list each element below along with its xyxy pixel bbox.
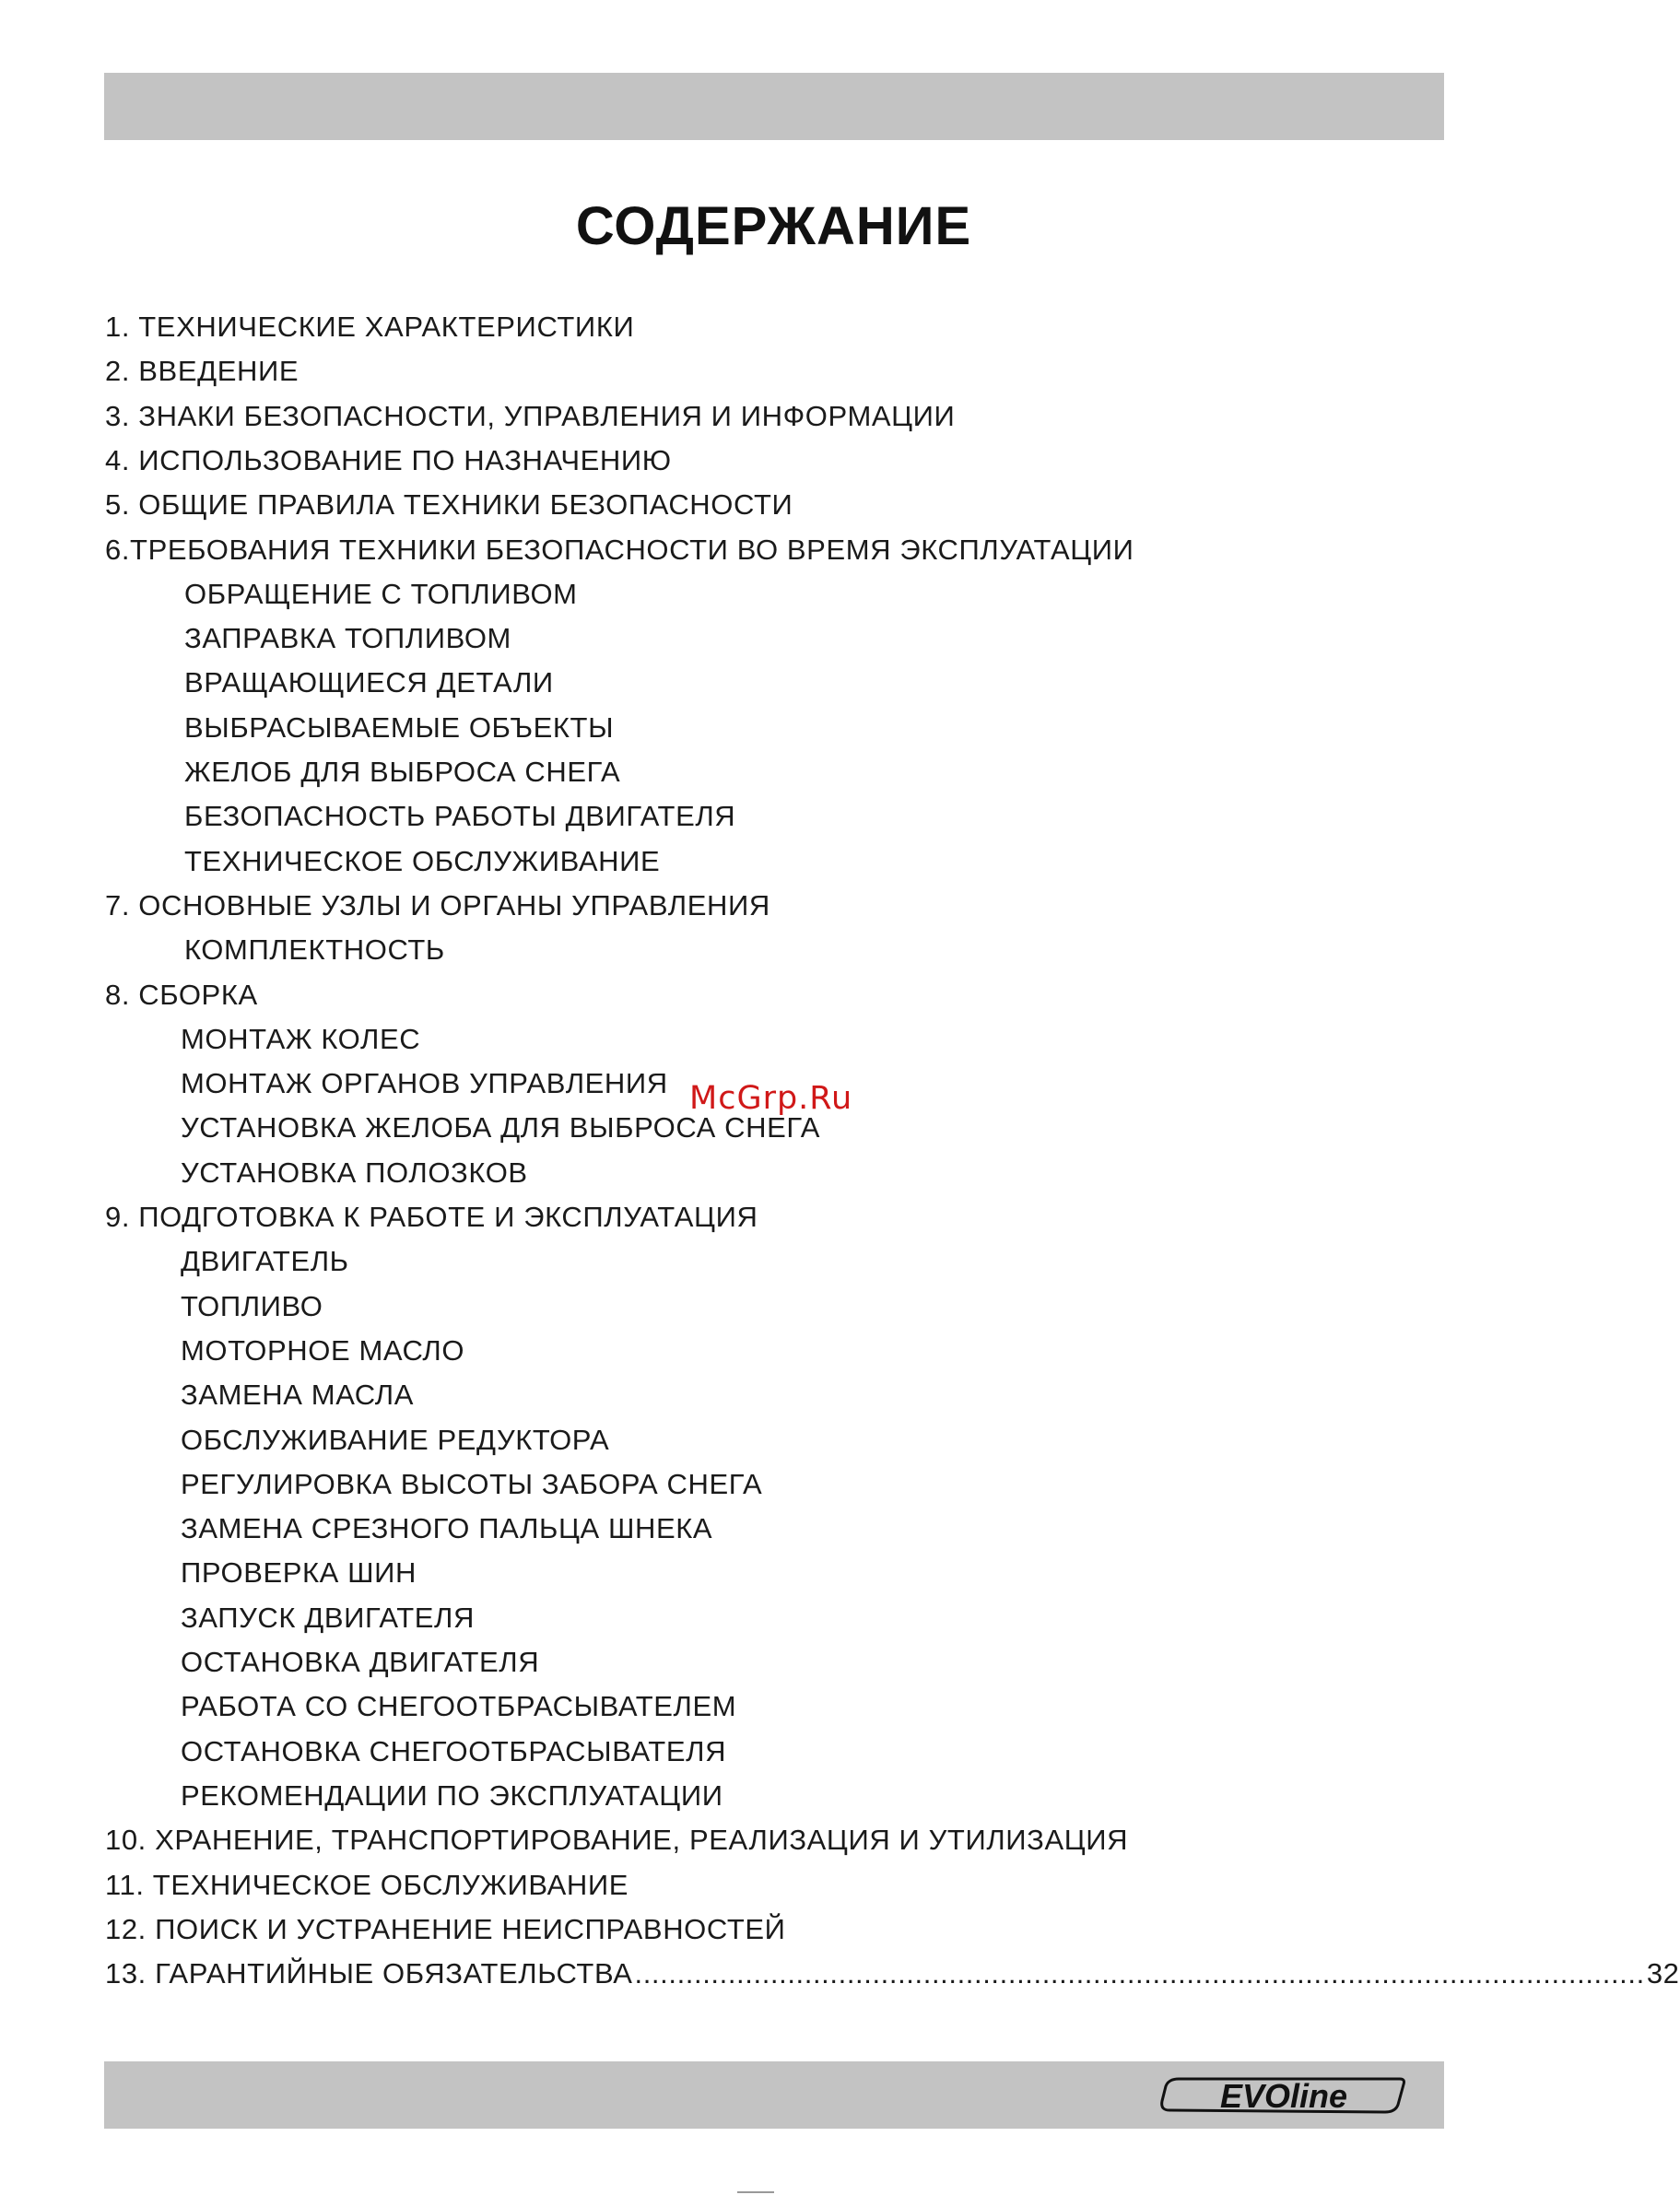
toc-entry [181,1733,726,1770]
toc-entry [105,309,634,346]
toc-entry-label: БЕЗОПАСНОСТЬ РАБОТЫ ДВИГАТЕЛЯ [184,800,736,833]
page-title: СОДЕРЖАНИЕ [575,196,972,256]
toc-entry-label: ПРОВЕРКА ШИН [181,1556,417,1590]
toc-entry [181,1155,528,1191]
toc-entry-label: ЗАПУСК ДВИГАТЕЛЯ [181,1601,475,1634]
toc-entry-label: ОСТАНОВКА СНЕГООТБРАСЫВАТЕЛЯ [181,1734,727,1767]
toc-entry [184,620,511,657]
toc-entry [181,1065,668,1102]
toc-entry [181,1377,414,1414]
toc-entry [105,442,672,479]
toc-entry-label: МОНТАЖ КОЛЕС [181,1022,421,1055]
toc-entry [181,1332,464,1369]
toc-entry [105,353,299,390]
toc-entry-label: ТОПЛИВО [181,1289,323,1322]
toc-entry-label: 4. ИСПОЛЬЗОВАНИЕ ПО НАЗНАЧЕНИЮ [105,443,672,476]
toc-entry [181,1555,417,1591]
evoline-logo [1158,2073,1407,2118]
toc-entry [105,1911,786,1948]
toc-entry-label: УСТАНОВКА ПОЛОЗКОВ [181,1156,528,1189]
toc-entry [181,1288,323,1325]
toc-entry-label: ОБСЛУЖИВАНИЕ РЕДУКТОРА [181,1423,610,1456]
table-of-contents [0,309,1680,1995]
toc-entry [105,887,770,924]
toc-entry-label: 6.ТРЕБОВАНИЯ ТЕХНИКИ БЕЗОПАСНОСТИ ВО ВРЕМЯ ЭКСПЛУАТАЦИИ [105,533,1134,566]
toc-entry-label: ДВИГАТЕЛЬ [181,1245,349,1278]
toc-entry-label: ВЫБРАСЫВАЕМЫЕ ОБЪЕКТЫ [184,710,615,744]
toc-entry [184,798,735,835]
svg-text:EVOline: EVOline [1219,2077,1348,2115]
toc-entry [184,664,554,701]
toc-entry-label: ТЕХНИЧЕСКОЕ ОБСЛУЖИВАНИЕ [184,844,661,877]
toc-entry-label: ОБРАЩЕНИЕ С ТОПЛИВОМ [184,577,578,610]
toc-entry-label: 11. ТЕХНИЧЕСКОЕ ОБСЛУЖИВАНИЕ [105,1868,629,1901]
toc-entry-label: 5. ОБЩИЕ ПРАВИЛА ТЕХНИКИ БЕЗОПАСНОСТИ [105,488,793,522]
toc-entry-label: 1. ТЕХНИЧЕСКИЕ ХАРАКТЕРИСТИКИ [105,311,635,343]
toc-entry-label: МОНТАЖ ОРГАНОВ УПРАВЛЕНИЯ [181,1067,668,1100]
toc-entry-label: 2. ВВЕДЕНИЕ [105,355,300,388]
toc-entry-label: 13. ГАРАНТИЙНЫЕ ОБЯЗАТЕЛЬСТВА [105,1957,633,1990]
header-band [104,73,1444,140]
toc-entry [181,1243,349,1280]
toc-entry-label: ВРАЩАЮЩИЕСЯ ДЕТАЛИ [184,666,554,699]
toc-entry-label: УСТАНОВКА ЖЕЛОБА ДЛЯ ВЫБРОСА СНЕГА [181,1111,821,1144]
toc-entry-label: ЗАМЕНА МАСЛА [181,1379,414,1412]
toc-entry [181,1778,723,1814]
toc-entry-label: РЕГУЛИРОВКА ВЫСОТЫ ЗАБОРА СНЕГА [181,1467,763,1500]
toc-entry [181,1422,609,1459]
toc-entry-label: 12. ПОИСК И УСТРАНЕНИЕ НЕИСПРАВНОСТЕЙ [105,1912,786,1945]
toc-entry [105,1199,758,1236]
toc-entry-label: ОСТАНОВКА ДВИГАТЕЛЯ [181,1646,540,1678]
toc-entry-label: 3. ЗНАКИ БЕЗОПАСНОСТИ, УПРАВЛЕНИЯ И ИНФОРМАЦИИ [105,399,956,432]
toc-entry [105,487,793,523]
toc-leader-dots: ....................................................................................................................... [634,1957,1645,1990]
toc-entry [181,1600,475,1637]
toc-entry-label: ЗАПРАВКА ТОПЛИВОМ [184,622,511,655]
toc-entry [181,1510,712,1547]
toc-entry-label: КОМПЛЕКТНОСТЬ [184,933,445,967]
toc-entry [181,1021,420,1058]
toc-entry-label: 7. ОСНОВНЫЕ УЗЛЫ И ОРГАНЫ УПРАВЛЕНИЯ [105,888,770,921]
toc-entry-label: РАБОТА СО СНЕГООТБРАСЫВАТЕЛЕМ [181,1690,737,1723]
toc-entry-label: 9. ПОДГОТОВКА К РАБОТЕ И ЭКСПЛУАТАЦИЯ [105,1201,758,1233]
toc-entry [181,1466,762,1503]
toc-entry [184,843,660,880]
toc-entry [105,1955,1680,1992]
watermark: McGrp.Ru [689,1080,853,1117]
toc-entry-label: ЗАМЕНА СРЕЗНОГО ПАЛЬЦА ШНЕКА [181,1512,713,1545]
toc-entry [105,1867,629,1904]
toc-entry [184,576,578,613]
toc-entry [105,532,1134,569]
toc-entry [105,1822,1128,1859]
toc-entry [105,977,258,1014]
toc-entry [184,754,620,791]
scan-mark [737,2191,774,2193]
toc-entry [181,1644,539,1681]
toc-entry [105,398,955,435]
toc-page-number: 32 [1646,1957,1680,1990]
toc-entry-label: МОТОРНОЕ МАСЛО [181,1333,465,1367]
toc-entry-label: ЖЕЛОБ ДЛЯ ВЫБРОСА СНЕГА [184,756,621,788]
toc-entry [184,710,614,746]
toc-entry-label: 10. ХРАНЕНИЕ, ТРАНСПОРТИРОВАНИЕ, РЕАЛИЗАЦИЯ И УТИЛИЗАЦИЯ [105,1824,1129,1857]
toc-entry-label: РЕКОМЕНДАЦИИ ПО ЭКСПЛУАТАЦИИ [181,1778,723,1812]
footer-band [104,2061,1444,2129]
toc-entry [184,932,445,968]
toc-entry-label: 8. СБОРКА [105,978,258,1011]
toc-entry [181,1688,736,1725]
